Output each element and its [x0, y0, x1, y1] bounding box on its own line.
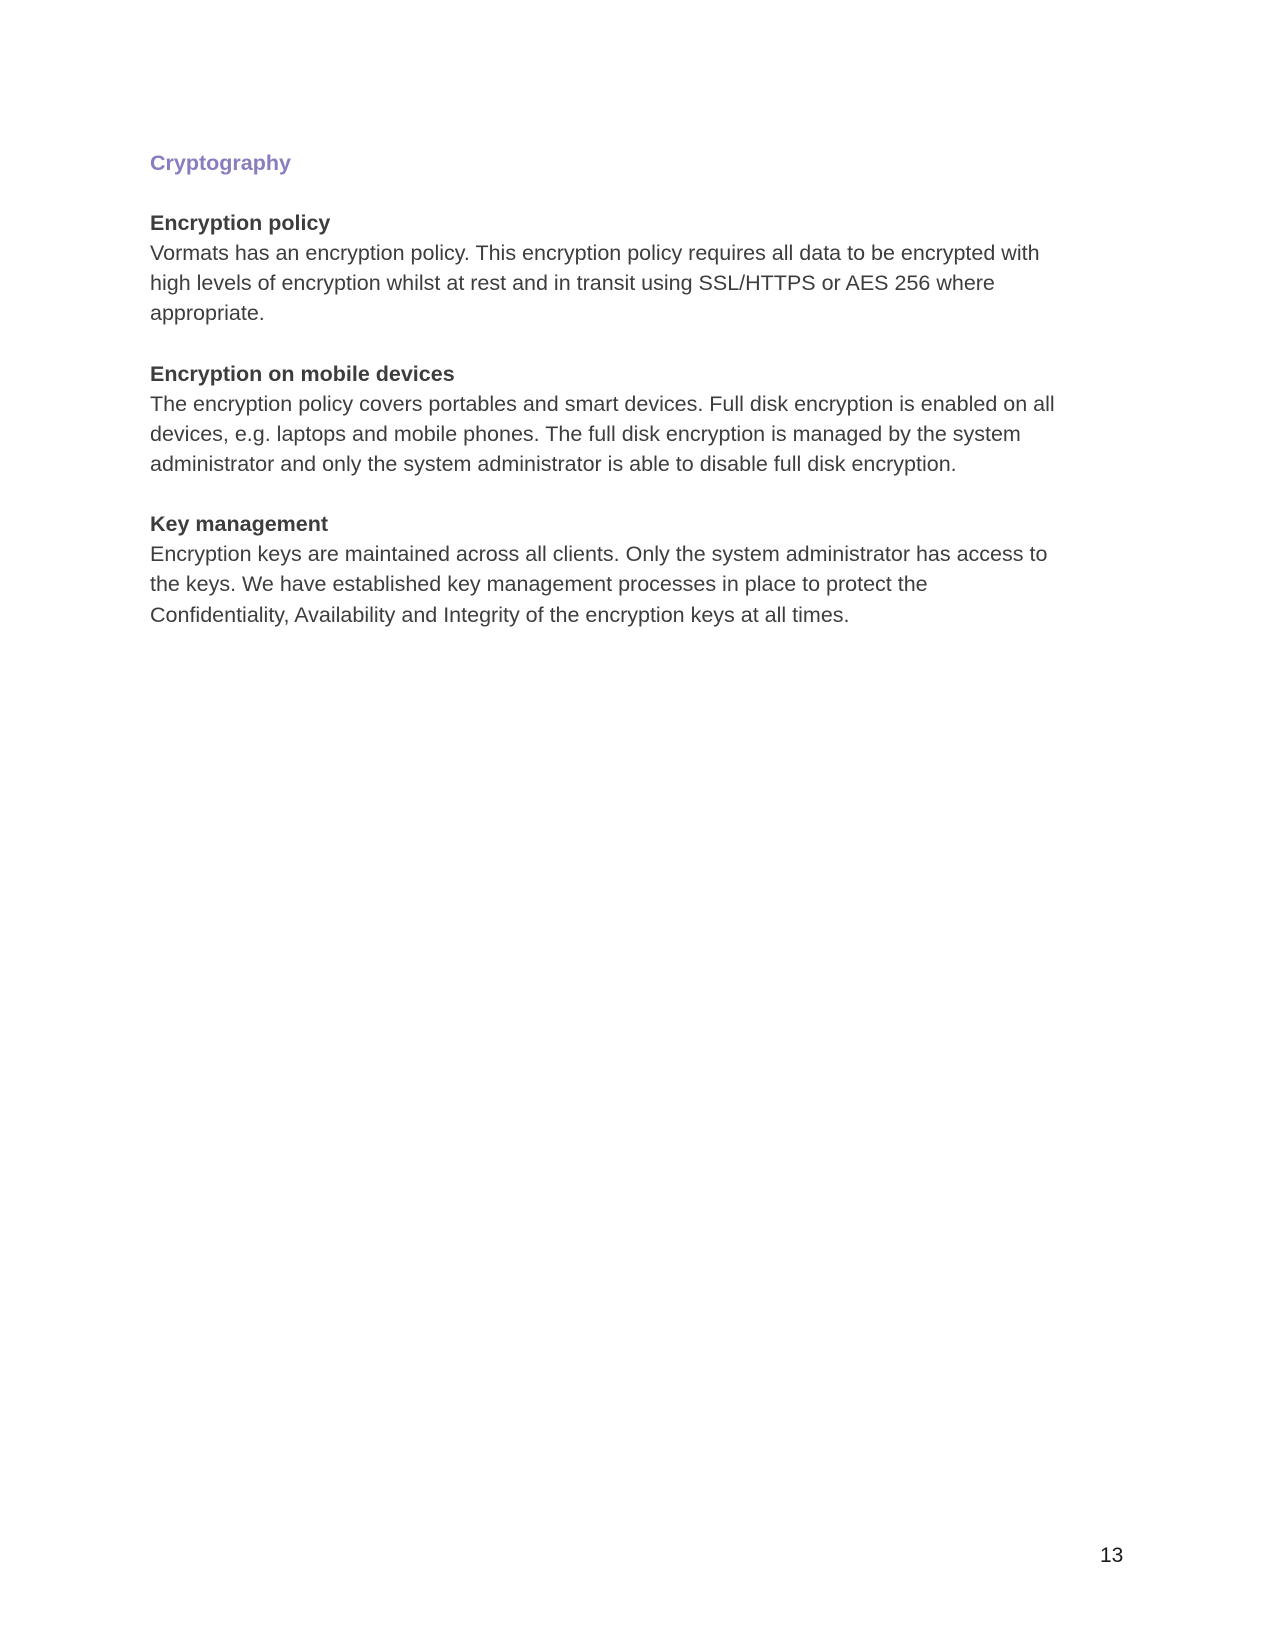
page-number: 13 [1100, 1544, 1124, 1567]
section-paragraph [150, 389, 1150, 480]
mobile-encryption-section [150, 359, 1150, 480]
section-heading: Encryption on mobile devices [150, 361, 455, 386]
key-management-section [150, 509, 1150, 630]
paragraph-line: devices, e.g. laptops and mobile phones. The full disk encryption is managed by the system [150, 421, 1021, 446]
paragraph-line: Confidentiality, Availability and Integrity of the encryption keys at all times. [150, 602, 850, 627]
encryption-policy-section [150, 208, 1150, 329]
paragraph-line: the keys. We have established key management processes in place to protect the [150, 572, 928, 597]
document-page [150, 148, 1150, 660]
paragraph-line: Encryption keys are maintained across all clients. Only the system administrator has access to [150, 542, 1048, 567]
section-heading: Key management [150, 512, 329, 537]
section-title: Cryptography [150, 151, 291, 175]
section-heading: Encryption policy [150, 211, 331, 235]
paragraph-line: high levels of encryption whilst at rest and in transit using SSL/HTTPS or AES 256 where [150, 271, 995, 296]
paragraph-line: appropriate. [150, 301, 265, 326]
section-paragraph [150, 539, 1150, 630]
section-paragraph [150, 238, 1150, 329]
paragraph-line: Vormats has an encryption policy. This encryption policy requires all data to be encrypted with [150, 241, 1040, 265]
paragraph-line: The encryption policy covers portables and smart devices. Full disk encryption is enabled on all [150, 391, 1055, 416]
paragraph-line: administrator and only the system administrator is able to disable full disk encryption. [150, 452, 957, 477]
